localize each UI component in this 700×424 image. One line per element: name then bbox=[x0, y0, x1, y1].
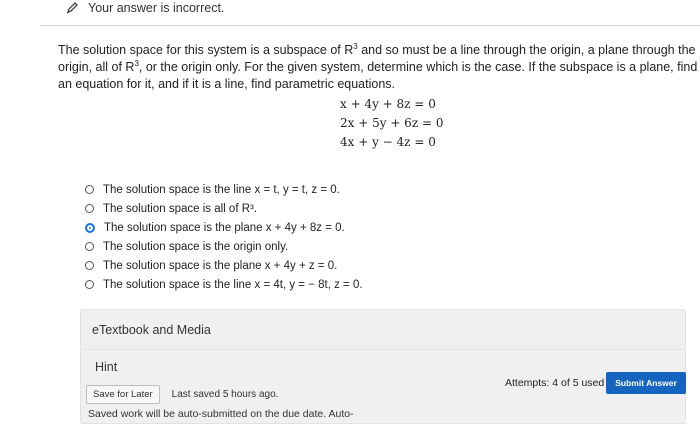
etextbook-panel[interactable] bbox=[80, 309, 686, 351]
option-label: The solution space is the line x = 4t, y = − 8t, z = 0. bbox=[103, 278, 363, 291]
radio-button[interactable] bbox=[85, 242, 94, 251]
option-all-r3[interactable] bbox=[85, 199, 363, 218]
equation-1: x + 4y + 8z = 0 bbox=[340, 97, 436, 111]
option-label: The solution space is the line x = t, y = t, z = 0. bbox=[103, 183, 340, 196]
save-for-later-button[interactable]: Save for Later bbox=[86, 385, 160, 404]
etextbook-label: eTextbook and Media bbox=[92, 323, 211, 337]
save-row bbox=[86, 385, 278, 404]
answer-options bbox=[85, 180, 363, 294]
submit-answer-button[interactable]: Submit Answer bbox=[606, 372, 686, 394]
radio-button[interactable] bbox=[85, 185, 94, 194]
equation-system bbox=[340, 95, 443, 152]
pencil-icon bbox=[66, 2, 80, 14]
option-plane-x4yz[interactable] bbox=[85, 256, 363, 275]
option-label: The solution space is all of R³. bbox=[103, 202, 258, 215]
divider bbox=[40, 25, 700, 26]
equation-3: 4x + y − 4z = 0 bbox=[340, 135, 436, 149]
hint-label: Hint bbox=[95, 360, 118, 374]
radio-button-selected[interactable] bbox=[85, 223, 95, 233]
question-text: The solution space for this system is a subspace of $R^3$ and so must be a line through the origin, a plane through the origin, all of $R^3$, or the origin only. For the given system, determine which is the case. If the subspace is a plane, find an equation for it, and if it is a line, find parametric equations. bbox=[58, 41, 698, 91]
radio-button[interactable] bbox=[85, 261, 94, 270]
option-label: The solution space is the plane x + 4y + 8z = 0. bbox=[104, 221, 345, 234]
radio-button[interactable] bbox=[85, 204, 94, 213]
option-line-t-t-0[interactable] bbox=[85, 180, 363, 199]
option-label: The solution space is the plane x + 4y + z = 0. bbox=[103, 259, 338, 272]
autosubmit-notice: Saved work will be auto-submitted on the due date. Auto- bbox=[88, 408, 354, 420]
answer-status bbox=[66, 0, 224, 16]
attempts-counter: Attempts: 4 of 5 used bbox=[505, 377, 605, 389]
option-line-4t-8t-0[interactable] bbox=[85, 275, 363, 294]
option-plane-x4y8z[interactable] bbox=[85, 218, 363, 237]
option-label: The solution space is the origin only. bbox=[103, 240, 289, 253]
last-saved-text: Last saved 5 hours ago. bbox=[171, 389, 279, 400]
option-origin-only[interactable] bbox=[85, 237, 363, 256]
status-message: Your answer is incorrect. bbox=[88, 1, 225, 15]
equation-2: 2x + 5y + 6z = 0 bbox=[340, 116, 444, 130]
radio-button[interactable] bbox=[85, 280, 94, 289]
